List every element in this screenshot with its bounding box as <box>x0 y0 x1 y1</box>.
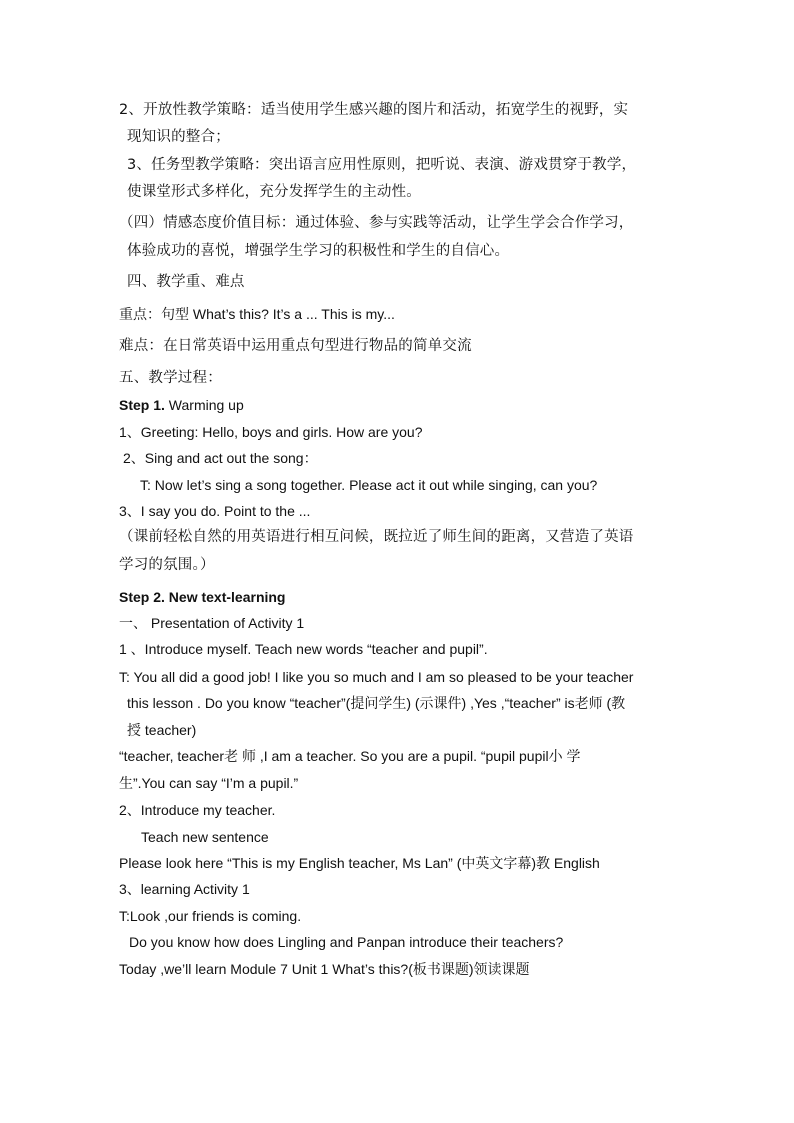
do-you-know-line: Do you know how does Lingling and Panpan introduce their teachers? <box>129 934 564 950</box>
strategy-3-line-1: 3、任务型教学策略：突出语言应用性原则，把听说、表演、游戏贯穿于教学， <box>127 157 637 173</box>
step-2-part-1-item-1: 1 、Introduce myself. Teach new words “teacher and pupil”. <box>119 641 488 657</box>
teacher-speech-line-1: T: You all did a good job! I like you so much and I am so pleased to be your teacher <box>119 669 634 685</box>
step-2-item-2-sub: Teach new sentence <box>141 829 269 845</box>
step-2-item-2: 2、Introduce my teacher. <box>119 802 276 818</box>
teacher-look-line: T:Look ,our friends is coming. <box>119 908 302 924</box>
strategy-3-line-2: 使课堂形式多样化，充分发挥学生的主动性。 <box>127 184 421 200</box>
step-2-item-3: 3、learning Activity 1 <box>119 881 250 897</box>
teacher-pupil-line-1: “teacher, teacher老 师 ,I am a teacher. So you are a pupil. “pupil pupil小 学 <box>119 748 581 764</box>
teacher-pupil-line-2: 生”.You can say “I’m a pupil.” <box>119 775 299 791</box>
step-1-item-2: 2、Sing and act out the song： <box>123 450 318 466</box>
step-1-label: Step 1. <box>119 397 165 413</box>
emotion-goal-line-1: （四）情感态度价值目标：通过体验、参与实践等活动，让学生学会合作学习， <box>119 215 634 231</box>
strategy-2-line-2: 现知识的整合； <box>127 129 230 145</box>
step-1-heading <box>119 396 244 414</box>
section-heading-5: 五、教学过程： <box>119 370 222 386</box>
step-1-note-line-1: （课前轻松自然的用英语进行相互问候，既拉近了师生间的距离，又营造了英语 <box>119 529 634 545</box>
step-1-item-2-teacher-line: T: Now let’s sing a song together. Please act it out while singing, can you? <box>140 477 598 493</box>
teacher-speech-line-2: this lesson . Do you know “teacher”(提问学生) (示课件) ,Yes ,“teacher” is老师 (教 <box>127 695 626 711</box>
step-1-note-line-2: 学习的氛围。） <box>119 557 215 573</box>
step-2-part-1: 一、 Presentation of Activity 1 <box>119 615 305 631</box>
emotion-goal-line-2: 体验成功的喜悦，增强学生学习的积极性和学生的自信心。 <box>127 243 510 259</box>
teacher-speech-line-3: 授 teacher) <box>127 722 197 738</box>
strategy-2-line-1: 2、开放性教学策略：适当使用学生感兴趣的图片和活动，拓宽学生的视野，实 <box>119 102 629 118</box>
section-heading-4: 四、教学重、难点 <box>127 274 245 290</box>
key-point: 重点：句型 What’s this? It’s a ... This is my... <box>119 306 395 322</box>
step-2-heading: Step 2. New text-learning <box>119 589 286 605</box>
step-1-item-1: 1、Greeting: Hello, boys and girls. How are you? <box>119 424 423 440</box>
step-1-item-3: 3、I say you do. Point to the ... <box>119 503 311 519</box>
step-1-title: Warming up <box>164 397 244 413</box>
please-look-line: Please look here “This is my English teacher, Ms Lan” (中英文字幕)教 English <box>119 855 600 871</box>
today-line: Today ,we’ll learn Module 7 Unit 1 What’s this?(板书课题)领读课题 <box>119 961 530 977</box>
difficult-point: 难点：在日常英语中运用重点句型进行物品的简单交流 <box>119 338 472 354</box>
